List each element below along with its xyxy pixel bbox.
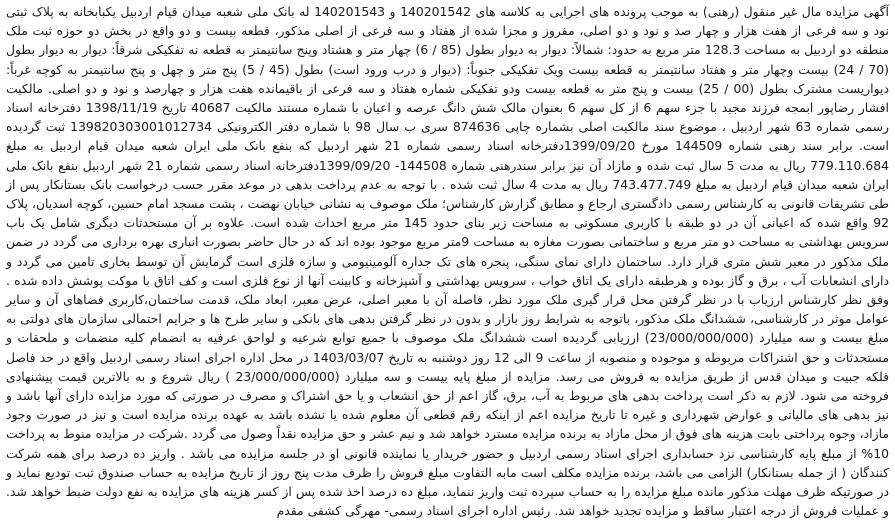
auction-notice-text: آگهی مزایده مال غیر منقول (رهنی) به موجب پرونده های اجرایی به کلاسه های 140201542 و 140201543 له بانک ملی شعبه میدان قیام اردبیل یکبابخانه به پلاک ثبتی نود و سه فرعی از هفت هزار و چهار صد و نود و دو اصلی، مفروز و مجزا شده از هفتاد و سه فرعی از اصلی مذکور، قطعه بیست و دو واقع در بخش دو حوزه ثبت ملک منطقه دو اردبیل به مساحت 128.3 متر مربع به حدود: شمالاً: دیوار به دیوار بطول (85 / 6) چهار متر و هشتاد وپنج سانتیمتر به قطعه نه تفکیکی شرقاً: دیوار به دیوار بطول (70 / 24) بیست وچهار متر و هفتاد سانتیمتر به قطعه بیست ویک تفکیکی جنوباً: (دیوار و درب ورود است) بطول (45 / 5) پنج متر و چهل و پنج سانتیمتر به کوچه غرباً: دیواریست مشترک بطول (00 / 25) بیست و پنج متر به قطعه بیست ودو تفکیکی شماره هفتاد و سه فرعی از باقیمانده هفت هزار و چهارصد و نود و دو اصلی. مالکیت افشار رضاپور ابمجه فرزند مجید با جزء سهم 6 از کل سهم 6 بعنوان مالک شش دانگ عرصه و اعیان با شماره مستند مالکیت 40687 تاریخ 1398/11/19 دفترخانه اسناد رسمی شماره 63 شهر اردبیل ، موضوع سند مالکیت اصلی بشماره چاپی 874636 سری ب سال 98 با شماره دفتر الکترونیکی 139820303001012734 ثبت گردیده است. برابر سند رهنی شماره 144509 مورخ 1399/09/20دفترخانه اسناد رسمی شماره 21 شهر اردبیل که بنفع بانک ملی ایران شعبه میدان قیام اردبیل به مبلغ 779.110.684 ریال به مدت 5 سال ثبت شده و مازاد آن نیز برابر سندرهنی شماره 144508- 1399/09/20دفترخانه اسناد رسمی شماره 21 شهر اردبیل بنفع بانک ملی ایران شعبه میدان قیام اردبیل به مبلغ 743.477.749 ریال به مدت 4 سال ثبت شده . با توجه به عدم پرداخت بدهی در موعد مقرر حسب درخواست بانک بستانکار پس از طی تشریفات قانونی به کارشناس رسمی دادگستری ارجاع و مطابق گزارش کارشناس؛ ملک موصوف به نشانی خیابان نهضت ، پشت مسجد امام حسین، کوچه اسدیان، پلاک 92 واقع شده که اعیانی آن در دو طبقه با کاربری مسکونی به مساحت زیر بنای حدود 145 متر مربع احداث شده است. علاوه بر آن مستحدثات دیگری شامل یک باب سرویس بهداشتی به مساحت دو متر مربع و ساختمانی بصورت مغازه به مساحت 9متر مربع موجود بوده اند که در حال حاضر بصورت انباری بهره برداری می گردد در ضمن ملک مذکور در معبر شش متری قرار دارد. ساختمان دارای نمای سنگی، پنجره های تک جداره آلومینیومی و سازه فلزی است گرمایش آن توسط بخاری تامین می گردد و دارای انشعابات آب ، برق و گاز بوده و هرطبقه دارای یک اتاق خواب ، سرویس بهداشتی و آشپزخانه و کابینت آنها از نوع فلزی است و کف اتاق با موکت پوشش داده شده . وفق نظر کارشناس ارزیاب با در نظر گرفتن محل قرار گیری ملک مورد نظر، فاصله آن با معبر اصلی، عرض معبر، ابعاد ملک، قدمت ساختمان،کاربری فضاهای آن و سایر عوامل موثر در کارشناسی، ششدانگ ملک مذکور، باتوجه به شرایط روز بازار و بدون در نظر گرفتن بدهی های بانکی و سایر طرح ها و جرایم احتمالی سازمان های دولتی به مبلغ بیست و سه میلیارد (23/000/000/000) ارزیابی گردیده است ششدانگ ملک موصوف با جمیع توابع شرعیه و لواحق عرفیه به انضمام کلیه منضمات و ملحقات و مستحدثات و حق اشتراکات مربوطه و موجوده و منصوبه از ساعت 9 الی 12 روز دوشنبه به تاریخ 1403/03/07 در محل اداره اجرای اسناد رسمی اردبیل واقع در حد فاصل فلکه جبیت و میدان قدس از طریق مزایده به فروش می رسد. مزایده از مبلغ پایه بیست و سه میلیارد (23/000/000/000 ) ریال شروع و به بالاترین قیمت پیشنهادی فروخته می شود. لازم به ذکر است پرداخت بدهی های مربوط به آب، برق، گاز اعم از حق انشعاب و یا حق اشتراک و مصرف در صورتی که مورد مزایده دارای آنها باشد و نیز بدهی های مالیاتی و عوارض شهرداری و غیره تا تاریخ مزایده اعم از اینکه رقم قطعی آن معلوم شده یا نشده باشد به عهده برنده مزایده است و نیز در صورت وجود مازاد، وجوه پرداختی بابت هزینه های فوق از محل مازاد به برنده مزایده مسترد خواهد شد و نیم عشر و حق مزایده نقداً وصول می گردد .شرکت در مزایده منوط به پرداخت 10% از مبلغ پایه کارشناسی نزد حسابداری اجرای اسناد رسمی اردبیل و حضور خریدار یا نماینده قانونی او در جلسه مزایده می باشد . واریز ده درصد برای همه شرکت کنندگان ( از جمله بستانکار) الزامی می باشد، برنده مزایده مکلف است مابه التفاوت مبلغ فروش را ظرف مدت پنج روز از تاریخ مزایده به حساب صندوق ثبت تودیع نماید و در صورتیکه ظرف مهلت مذکور مانده مبلغ مزایده را به حساب سپرده ثبت واریز ننماید، مبلغ ده درصد اخذ شده پس از کسر هزینه های مزایده به نفع دولت ضبط خواهد شد. و عملیات فروش از درجه اعتبار ساقط و مزایده تجدید خواهد شد. رئیس اداره اجرای اسناد رسمی- مهرگی کشفی مقدم xyxy=(6,4,890,519)
